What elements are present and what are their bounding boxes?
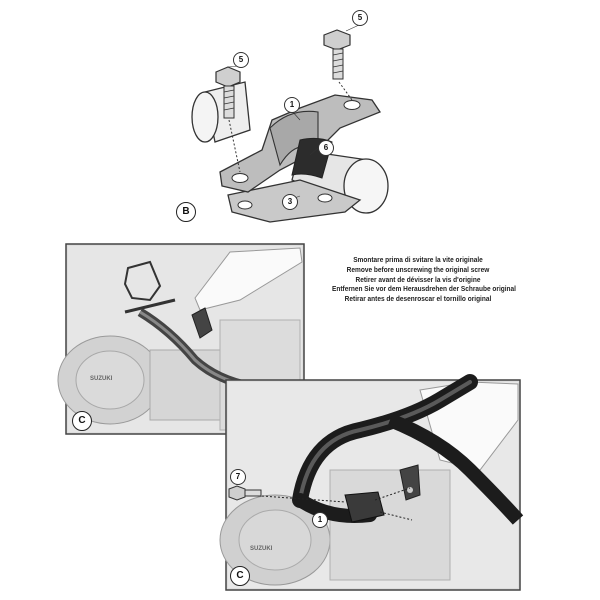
instruction-line-it: Smontare prima di svitare la vite originale (353, 255, 483, 264)
svg-text:SUZUKI: SUZUKI (250, 546, 273, 552)
step-label-b: B (176, 202, 196, 222)
instruction-line-fr: Retirer avant de dévisser la vis d'origine (355, 274, 481, 284)
callout-clamp-top: 1 (284, 97, 300, 113)
callout-spacer: 6 (318, 140, 334, 156)
callout-bolt-left: 5 (233, 52, 249, 68)
instruction-line-de: Entfernen Sie vor dem Herausdrehen der Schraube original (332, 284, 516, 294)
callout-clamp-bottom: 3 (282, 194, 298, 210)
step-label-c-lower: C (230, 566, 250, 586)
photo-panel-c2 (220, 380, 520, 590)
callout-bolt-c: 7 (230, 469, 246, 485)
step-label-c-upper: C (72, 411, 92, 431)
callout-crash-bar-c: 1 (312, 512, 328, 528)
instruction-note (332, 255, 516, 304)
instruction-line-en: Remove before unscrewing the original screw (346, 264, 490, 274)
svg-text:SUZUKI: SUZUKI (90, 376, 113, 382)
instruction-line-es: Retirar antes de desenroscar el tornillo original (344, 294, 492, 304)
callout-bolt-right: 5 (352, 10, 368, 26)
bolt-right (324, 30, 352, 100)
